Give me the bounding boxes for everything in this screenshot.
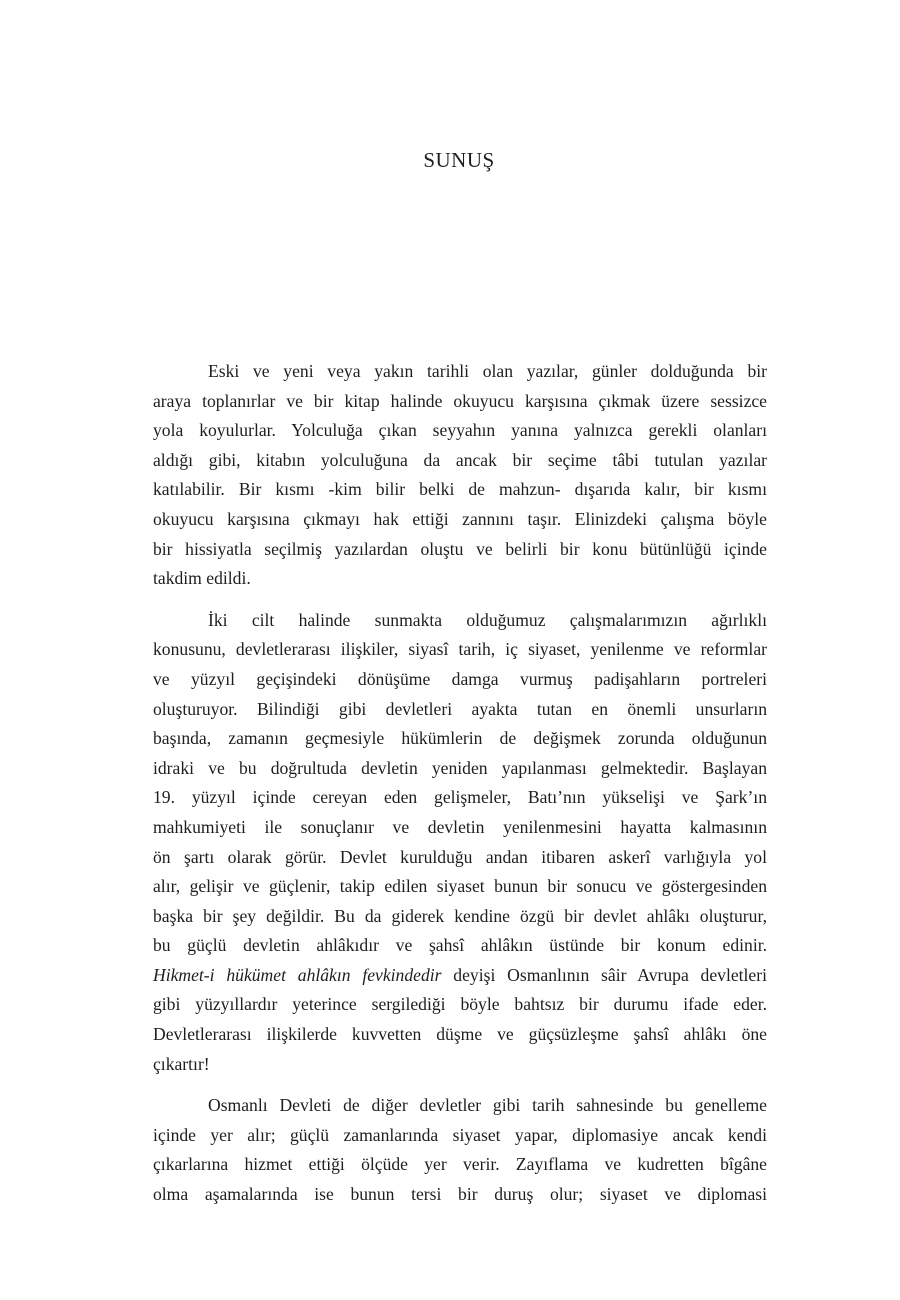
text-line: Osmanlı Devleti de diğer devletler gibi tarih sahnesinde bu genelleme xyxy=(208,1095,767,1116)
text-line: gibi yüzyıllardır yeterince sergilediği böyle bahtsız bir durumu ifade eder. xyxy=(153,994,767,1015)
text-line: oluşturuyor. Bilindiği gibi devletleri ayakta tutan en önemli unsurların xyxy=(153,698,767,719)
text-line: Eski ve yeni veya yakın tarihli olan yazılar, günler dolduğunda bir xyxy=(208,361,767,381)
text-line: çıkartır! xyxy=(153,1053,210,1074)
text-line: konusunu, devletlerarası ilişkiler, siyasî tarih, iç siyaset, yenilenme ve reformlar xyxy=(153,639,767,660)
text-line: Devletlerarası ilişkilerde kuvvetten düşme ve güçsüzleşme şahsî ahlâkı öne xyxy=(153,1024,767,1045)
paragraph-2 xyxy=(153,606,767,1080)
paragraph-1 xyxy=(153,357,767,594)
text-line-mixed xyxy=(153,961,767,991)
text-line: takdim edildi. xyxy=(153,568,251,589)
text-line: içinde yer alır; güçlü zamanlarında siyaset yapar, diplomasiye ancak kendi xyxy=(153,1124,767,1145)
text-after-italic: deyişi Osmanlının sâir Avrupa devletleri xyxy=(441,964,767,985)
text-line: 19. yüzyıl içinde cereyan eden gelişmeler, Batı’nın yükselişi ve Şark’ın xyxy=(153,787,767,808)
text-line: okuyucu karşısına çıkmayı hak ettiği zannını taşır. Elinizdeki çalışma böyle xyxy=(153,508,767,529)
text-line: katılabilir. Bir kısmı -kim bilir belki de mahzun- dışarıda kalır, bir kısmı xyxy=(153,479,767,500)
text-line: bir hissiyatla seçilmiş yazılardan oluştu ve belirli bir konu bütünlüğü içinde xyxy=(153,538,767,559)
text-line: olma aşamalarında ise bunun tersi bir duruş olur; siyaset ve diplomasi xyxy=(153,1184,767,1205)
text-line: ve yüzyıl geçişindeki dönüşüme damga vurmuş padişahların portreleri xyxy=(153,668,767,689)
text-line: başında, zamanın geçmesiyle hükümlerin de değişmek zorunda olduğunun xyxy=(153,728,767,749)
paragraph-3 xyxy=(153,1091,767,1209)
text-line: başka bir şey değildir. Bu da giderek kendine özgü bir devlet ahlâkı oluşturur, xyxy=(153,905,767,926)
text-line: çıkarlarına hizmet ettiği ölçüde yer verir. Zayıflama ve kudretten bîgâne xyxy=(153,1154,767,1175)
text-line: aldığı gibi, kitabın yolculuğuna da ancak bir seçime tâbi tutulan yazılar xyxy=(153,449,767,470)
text-line: idraki ve bu doğrultuda devletin yeniden yapılanması gelmektedir. Başlayan xyxy=(153,757,767,778)
text-line: araya toplanırlar ve bir kitap halinde okuyucu karşısına çıkmak üzere sessizce xyxy=(153,390,767,411)
text-line: bu güçlü devletin ahlâkıdır ve şahsî ahlâkın üstünde bir konum edinir. xyxy=(153,935,767,956)
italic-phrase: Hikmet-i hükümet ahlâkın fevkindedir xyxy=(153,964,442,985)
chapter-title: SUNUŞ xyxy=(423,148,495,172)
text-line: yola koyulurlar. Yolculuğa çıkan seyyahın yanına yalnızca gerekli olanları xyxy=(153,420,767,441)
body-text xyxy=(153,357,767,1222)
text-line: mahkumiyeti ile sonuçlanır ve devletin yenilenmesini hayatta kalmasının xyxy=(153,816,767,837)
text-line: İki cilt halinde sunmakta olduğumuz çalışmalarımızın ağırlıklı xyxy=(208,609,767,630)
text-line: ön şartı olarak görür. Devlet kurulduğu andan itibaren askerî varlığıyla yol xyxy=(153,846,767,867)
text-line: alır, gelişir ve güçlenir, takip edilen siyaset bunun bir sonucu ve göstergesinden xyxy=(153,876,767,897)
